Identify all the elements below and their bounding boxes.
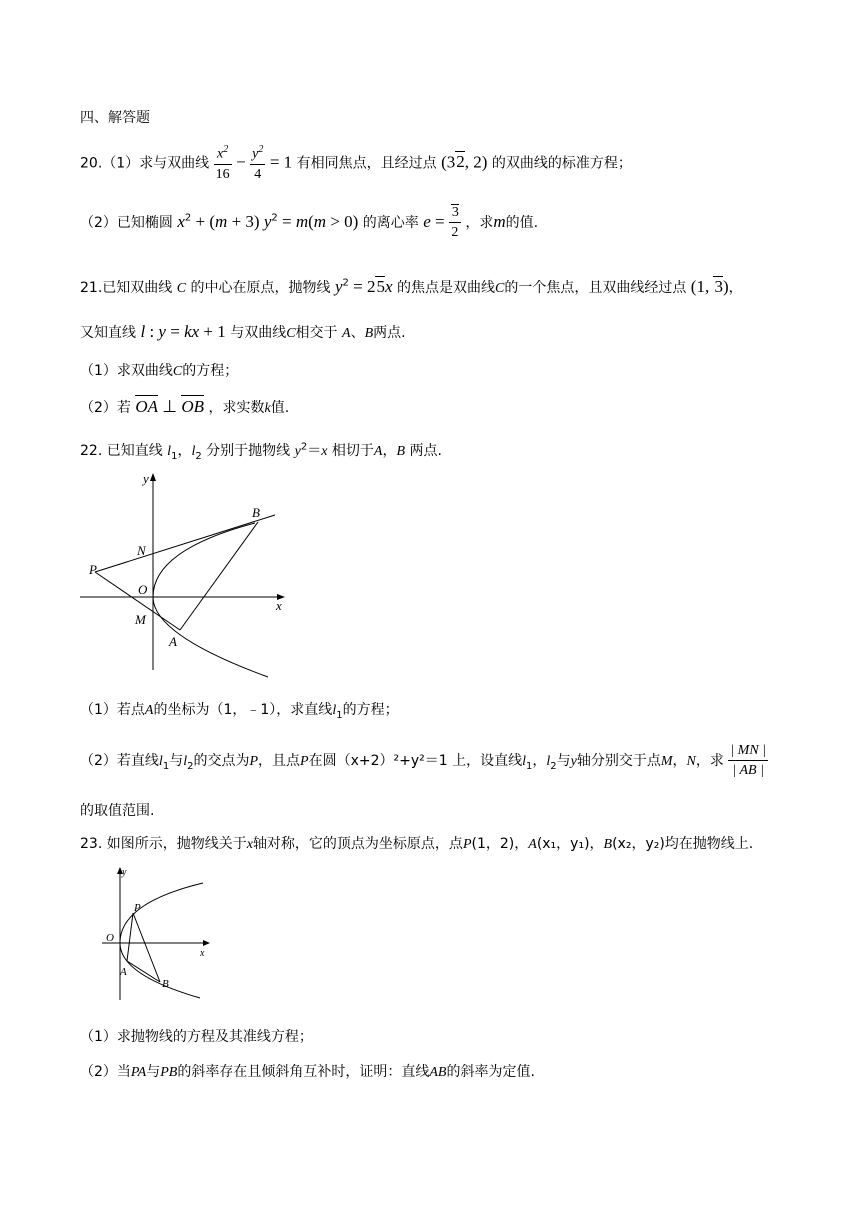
q23-figure <box>100 865 220 1005</box>
fig22-label-x: x <box>276 598 282 613</box>
fig23-label-y: y <box>122 867 127 878</box>
frac-x2-16: $\frac{x^2}{16}$ <box>215 144 230 182</box>
q21-sub2: （2）若 OA ⊥ OB ，求实数k值. <box>80 397 290 416</box>
fig22-label-O: O <box>138 582 148 597</box>
q21-sub1: （1）求双曲线C的方程； <box>80 363 239 379</box>
q22-stem: 22. 已知直线 $l_1$，$l_2$ 分别于抛物线 $y^2=x$ 相切于A，B 两点. <box>80 441 442 462</box>
q21-stem: 21.已知双曲线 C 的中心在原点，抛物线 $y^2 = 25x$ 的焦点是双曲线C的一个焦点，且双曲线经过点 (1, 3)， <box>80 277 743 296</box>
q23-sub1: （1）求抛物线的方程及其准线方程； <box>80 1029 313 1045</box>
fig23-label-A: A <box>120 966 127 978</box>
fig22-label-M: M <box>135 612 146 627</box>
fig22-label-N: N <box>137 543 146 558</box>
fig22-label-A: A <box>169 634 177 649</box>
q22-sub1: （1）若点A的坐标为（1，﹣1），求直线$l_1$的方程； <box>80 702 399 721</box>
fig23-label-O: O <box>106 932 114 944</box>
q23-sub2: （2）当PA与PB的斜率存在且倾斜角互补时，证明：直线AB的斜率为定值. <box>80 1064 535 1080</box>
fig22-label-y: y <box>143 471 149 486</box>
q20-part1: 20.（1）求与双曲线 $\frac{x^2}{16}$ − $\frac{y^2}{4}$ = 1 有相同焦点，且经过点 (32, 2) 的双曲线的标准方程； <box>80 144 632 182</box>
fig22-label-B: B <box>252 505 260 520</box>
fig23-label-B: B <box>162 978 169 990</box>
q22-sub2-end: 的取值范围. <box>80 803 155 819</box>
fig23-label-x: x <box>200 948 205 959</box>
q22-figure <box>75 470 290 680</box>
section-title: 四、解答题 <box>80 110 150 126</box>
q23-stem: 23. 如图所示，抛物线关于x轴对称，它的顶点为坐标原点，点P(1，2)，A(x₁，y₁)，B(x₂，y₂)均在抛物线上. <box>80 836 754 852</box>
frac-y2-4: $\frac{y^2}{4}$ <box>252 144 264 182</box>
frac-sqrt3-2: $\frac{3}{2}$ <box>449 206 461 240</box>
q20-part2: （2）已知椭圆 $x^2 + (m + 3) y^2 = m(m > 0)$ 的离心率 e = $\frac{3}{2}$ ，求m的值. <box>80 205 539 240</box>
q22-sub2: （2）若直线$l_1$与$l_2$的交点为P，且点P在圆（x+2）²+y²＝1 上，设直线$l_1$，$l_2$与y轴分别交于点M，N，求 $\frac{| MN |}{| AB |}$ <box>80 743 767 778</box>
fig23-label-P: P <box>134 902 141 914</box>
fig22-label-P: P <box>89 562 97 577</box>
frac-mn-ab: $\frac{| MN |}{| AB |}$ <box>730 743 767 778</box>
q21-stem-line2: 又知直线 l : y = kx + 1 与双曲线C相交于 A、B两点. <box>80 322 406 341</box>
